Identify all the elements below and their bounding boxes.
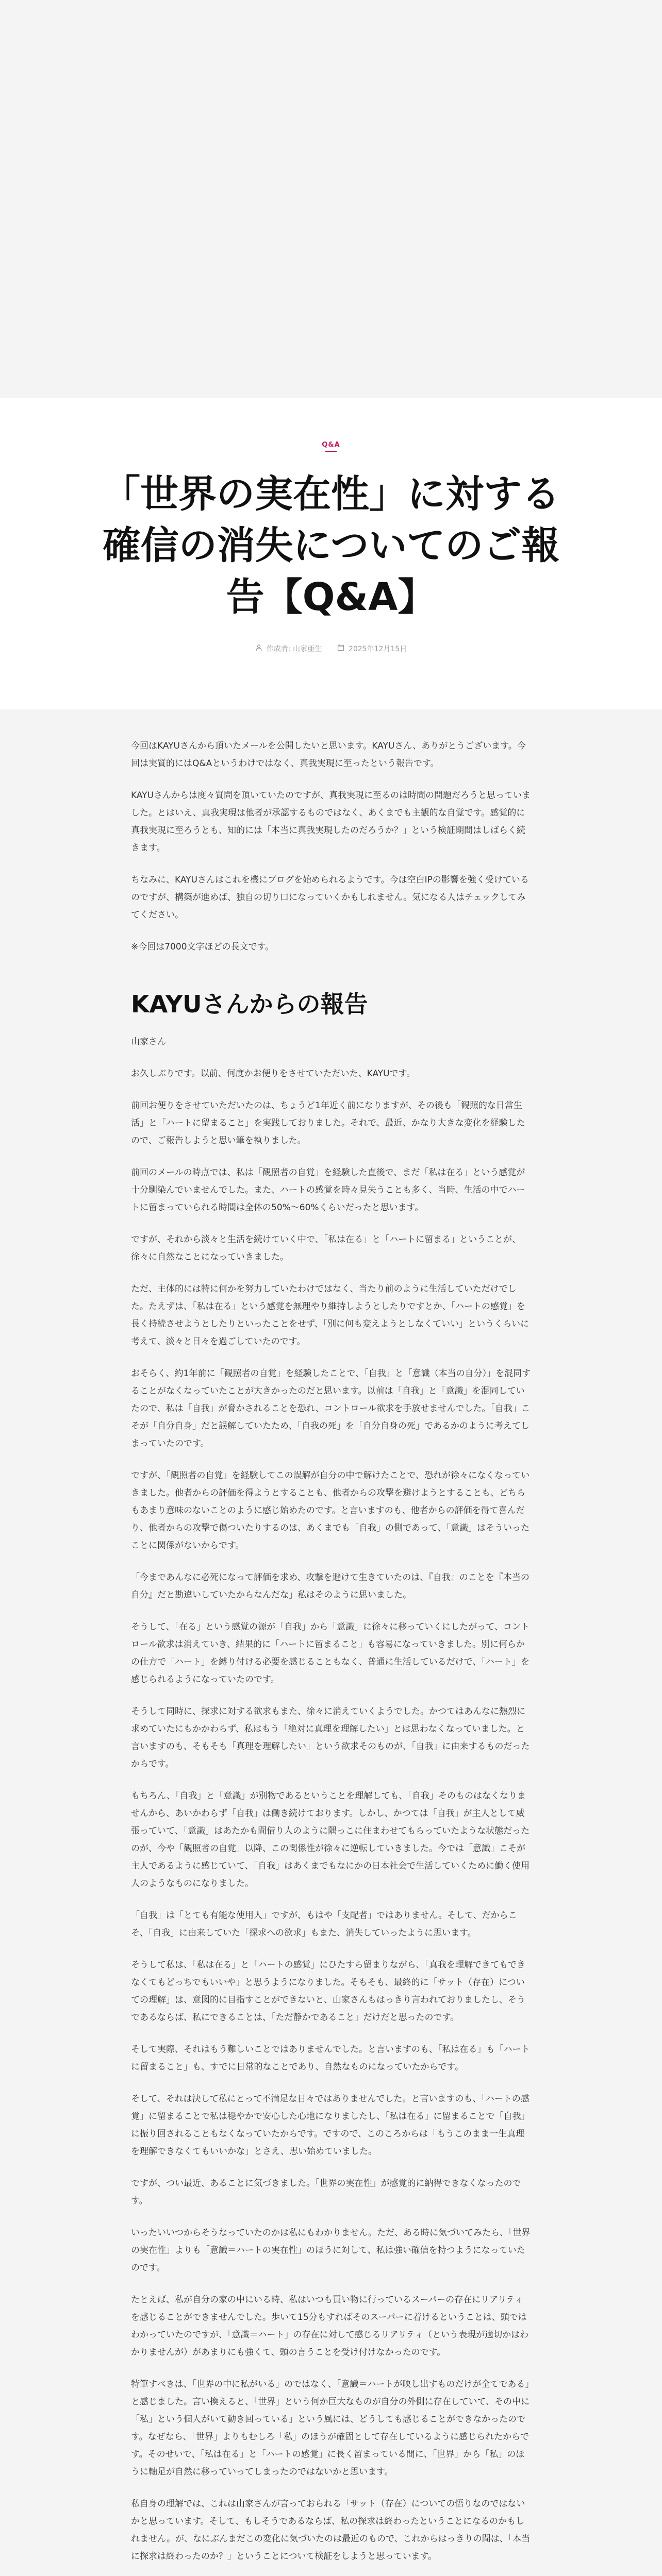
body-paragraph: ですが、それから淡々と生活を続けていく中で、「私は在る」と「ハートに留まる」ということが、徐々に自然なことになっていきました。 [131,1234,521,1262]
person-icon [255,644,262,653]
body-paragraph: ですが、つい最近、あることに気づきました。「世界の実在性」が感覚的に納得できなくなったのです。 [131,2178,521,2206]
body-paragraph: お久しぶりです。以前、何度かお便りをさせていただいた、KAYUです。 [131,1069,416,1079]
body-paragraph: もちろん、「自我」と「意識」が別物であるということを理解しても、「自我」そのものはなくなりませんから、あいかわらず「自我」は働き続けております。しかし、かつては「自我」が主人として威張っていて、「意識」はあたかも間借り人のように隅っこに住まわせてもらっていたような状態だったのが、今や「観照者の自覚」以降、この関係性が徐々に逆転していきました。今では「意識」こそが主人であるように感じていて、「自我」はあくまでもなにかの日本社会で生活していくために働く使用人のようなものになりました。 [131,1791,530,1889]
intro-paragraph: 今回はKAYUさんから頂いたメールを公開したいと思います。KAYUさん、ありがとうございます。今回は実質的にはQ&Aというわけではなく、真我実現に至ったという報告です。 [131,741,526,769]
intro-paragraph: ちなみに、KAYUさんはこれを機にブログを始められるようです。今は空白IPの影響を強く受けているのですが、構築が進めば、独自の切り口になっていくかもしれません。気になる人はチェックしてみてください。 [131,875,529,920]
body-paragraph: 前回のメールの時点では、私は「観照者の自覚」を経験した直後で、まだ「私は在る」という感覚が十分馴染んでいませんでした。また、ハートの感覚を時々見失うことも多く、当時、生活の中でハートに留まっていられる時間は全体の50%〜60%くらいだったと思います。 [131,1167,525,1213]
post-meta [0,643,662,654]
body-paragraph: そうして私は、「私は在る」と「ハートの感覚」にひたすら留まりながら、「真我を理解できてもできなくてもどっちでもいいや」と思うようになりました。そもそも、最終的に「サット（存在）についての理解」は、意図的に目指すことができないと、山家さんもはっきり言われておりましたし、そうであるならば、私にできることは、「ただ静かであること」だけだと思ったのです。 [131,1960,525,2023]
section-heading-report: KAYUさんからの報告 [131,990,368,1018]
body-paragraph: そうして同時に、探求に対する欲求もまた、徐々に消えていくようでした。かつてはあんなに熱烈に求めていたにもかかわらず、私はもう「絶対に真理を理解したい」とは思わなくなっていました。と言いますのも、そもそも「真理を理解したい」という欲求そのものが、「自我」に由来するものだったからです。 [131,1706,530,1769]
body-paragraph: いったいいつからそうなっていたのかは私にもわかりません。ただ、ある時に気づいてみたら、「世界の実在性」よりも「意識＝ハートの実在性」のほうに対して、私は強い確信を持つようになっていたのです。 [131,2228,531,2273]
intro-section [131,737,531,956]
date-meta [337,643,407,654]
post-header [0,398,662,709]
body-paragraph: 私自身の理解では、これは山家さんが言っておられる「サット（存在）についての悟りなのではないかと思っています。そして、もしそうであるならば、私の探求は終わったということになるのかもしれません。が、なにぶんまだこの変化に気づいたのは最近のもので、これからはっきりの間は、「本当に探求は終わったのか？」ということについて検証をしようと思っています。 [131,2499,531,2562]
page-top-background [0,0,662,398]
post-title: 「世界の実在性」に対する確信の消失についてのご報告【Q&A】 [102,472,560,619]
body-paragraph: 山家さん [131,1037,166,1047]
body-paragraph: 前回お便りをさせていただいたのは、ちょうど1年近く前になりますが、その後も「観照的な日常生活」と「ハートに留まること」を実践しておりました。それで、最近、かなり大きな変化を経験したので、ご報告しようと思い筆を執りました。 [131,1100,525,1146]
body-paragraph: 「今まであんなに必死になって評価を求め、攻撃を避けて生きていたのは、『自我』のことを『本当の自分』だと勘違いしていたからなんだな」私はそのように思いました。 [131,1572,529,1600]
body-paragraph: そうして、「在る」という感覚の源が「自我」から「意識」に徐々に移っていくにしたがって、コントロール欲求は消えていき、結果的に「ハートに留まること」も容易になっていきました。別に何らかの仕方で「ハート」を縛り付ける必要を感じることもなく、普通に生活しているだけで、「ハート」を感じられるようになっていたのです。 [131,1622,529,1685]
body-paragraph: そして、それは決して私にとって不満足な日々ではありませんでした。と言いますのも、「ハートの感覚」に留まることで私は穏やかで安心した心地になりましたし、「私は在る」に留まることで「自我」に振り回されることもなくなっていたからです。ですので、このころからは「もうこのまま一生真理を理解できなくてもいいかな」とさえ、思い始めていました。 [131,2094,530,2157]
body-paragraph: ですが、「観照者の自覚」を経験してこの誤解が自分の中で解けたことで、恐れが徐々になくなっていきました。他者からの評価を得ようとすることも、他者からの攻撃を避けようとすることも、どちらもあまり意味のないことのように感じ始めたのです。と言いますのも、他者からの評価を得て喜んだり、他者からの攻撃で傷ついたりするのは、あくまでも「自我」の側であって、「意識」はそういったことに関係がないからです。 [131,1470,530,1551]
body-paragraph: そして実際、それはもう難しいことではありませんでした。と言いますのも、「私は在る」も「ハートに留まること」も、すでに日常的なことであり、自然なものになっていたからです。 [131,2044,530,2072]
post-content [131,709,531,2576]
category-underline [325,451,337,452]
body-paragraph: 特筆すべきは、「世界の中に私がいる」のではなく、「意識＝ハートが映し出すものだけが全てである」と感じました。言い換えると、「世界」という何か巨大なものが自分の外側に存在していて、その中に「私」という個人がいて動き回っている」という風には、どうしても感じることができなかったのです。なぜなら、「世界」よりもむしろ「私」のほうが確固として存在しているように感じられたからです。そのせいで、「私は在る」と「ハートの感覚」に長く留まっている間に、「世界」から「私」のほうに軸足が自然に移っていってしまったのではないかと思います。 [131,2379,530,2477]
calendar-icon [337,644,344,653]
category-link[interactable]: Q&A [322,441,340,449]
body-paragraph: 「自我」は「とても有能な使用人」ですが、もはや「支配者」ではありません。そして、だからこそ、「自我」に由来していた「探求への欲求」もまた、消失していったように思います。 [131,1910,517,1938]
report-section [131,1033,531,2576]
date-link[interactable]: 2025年12月15日 [348,645,407,653]
author-meta [255,643,322,654]
author-link[interactable]: 作成者: 山家亜生 [266,645,322,653]
body-paragraph: おそらく、約1年前に「観照者の自覚」を経験したことで、「自我」と「意識（本当の自分）」を混同することがなくなっていたことが大きかったのだと思います。以前は「自我」と「意識」を混同していたので、私は「自我」が脅かされることを恐れ、コントロール欲求を手放せませんでした。「自我」こそが「自分自身」だと誤解していたため、「自我の死」を「自分自身の死」であるかのように考えてしまっていたのです。 [131,1368,531,1449]
intro-paragraph: ※今回は7000文字ほどの長文です。 [131,942,274,952]
intro-paragraph: KAYUさんからは度々質問を頂いていたのですが、真我実現に至るのは時間の問題だろうと思っていました。とはいえ、真我実現は他者が承認するものではなく、あくまでも主観的な自覚です。感覚的に真我実現に至ろうとも、知的には「本当に真我実現したのだろうか？」という検証期間はしばらく続きます。 [131,790,531,853]
body-paragraph: たとえば、私が自分の家の中にいる時、私はいつも買い物に行っているスーパーの存在にリアリティを感じることができませんでした。歩いて15分もすればそのスーパーに着けるということは、頭ではわかっていたのですが、「意識＝ハート」の存在に対して感じるリアリティ（という表現が適切かはわかりませんが）があまりにも強くて、頭の言うことを受け付けなかったのです。 [131,2295,529,2358]
body-paragraph: ただ、主体的には特に何かを努力していたわけではなく、当たり前のように生活していただけでした。たえずは、「私は在る」という感覚を無理やり維持しようとしたりですとか、「ハートの感覚」を長く持続させようとしたりといったことをせず、「別に何も変えようとしなくていい」というくらいに考えて、淡々と日々を過ごしていたのです。 [131,1284,529,1347]
